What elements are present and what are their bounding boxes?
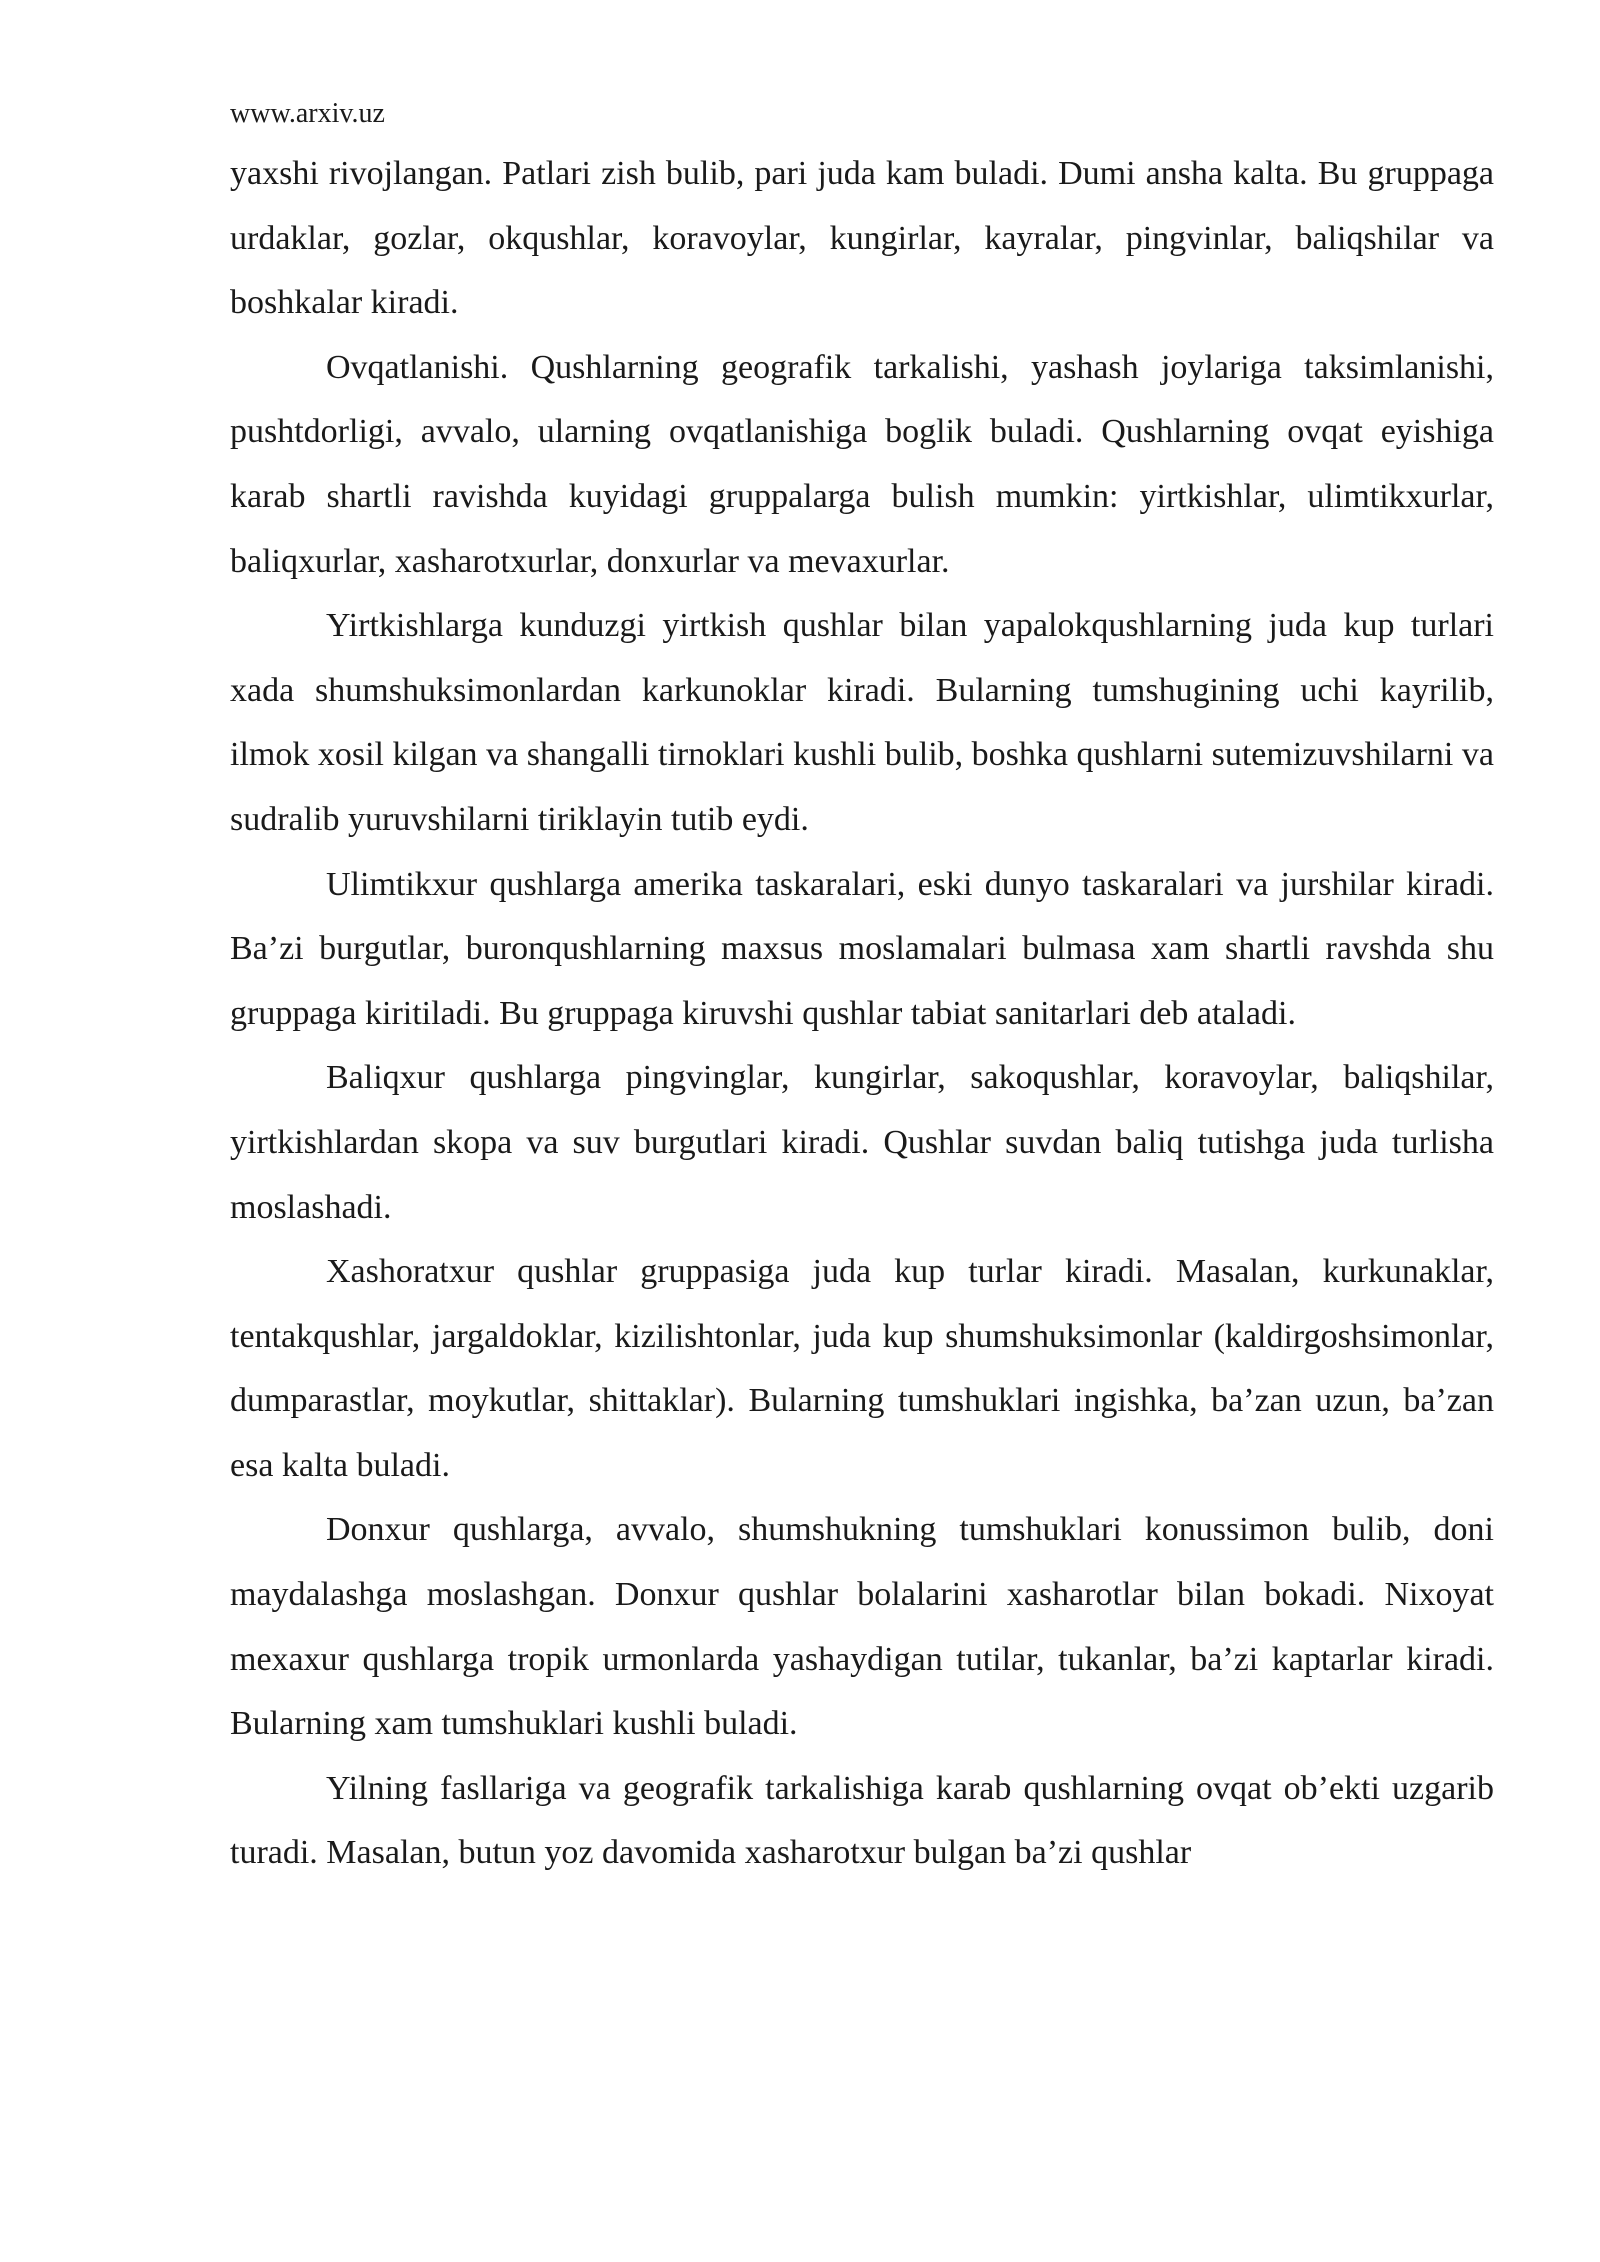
paragraph-xashoratxur: Xashoratxur qushlar gruppasiga juda kup turlar kiradi. Masalan, kurkunaklar, tentakqushlar, jargaldoklar, kizilishtonlar, juda kup shumshuksimonlar (kaldirgoshsimonlar, dumparastlar, moykutlar, shittaklar). Bularning tumshuklari ingishka, ba’zan uzun, ba’zan esa kalta buladi. — [230, 1253, 1494, 1484]
body-text — [230, 142, 1494, 1886]
paragraph-yilning-fasllari: Yilning fasllariga va geografik tarkalishiga karab qushlarning ovqat ob’ekti uzgarib turadi. Masalan, butun yoz davomida xasharotxur bulgan ba’zi qushlar — [230, 1769, 1494, 1872]
paragraph-baliqxur: Baliqxur qushlarga pingvinglar, kungirlar, sakoqushlar, koravoylar, baliqshilar, yirtkishlardan skopa va suv burgutlari kiradi. Qushlar suvdan baliq tutishga juda turlisha moslashadi. — [230, 1059, 1494, 1226]
paragraph-ulimtikxur: Ulimtikxur qushlarga amerika taskaralari, eski dunyo taskaralari va jurshilar kiradi. Ba’zi burgutlar, buronqushlarning maxsus moslamalari bulmasa xam shartli ravshda shu gruppaga kiritiladi. Bu gruppaga kiruvshi qushlar tabiat sanitarlari deb ataladi. — [230, 865, 1494, 1032]
source-url: www.arxiv.uz — [230, 98, 385, 129]
paragraph-donxur: Donxur qushlarga, avvalo, shumshukning tumshuklari konussimon bulib, doni maydalashga moslashgan. Donxur qushlar bolalarini xasharotlar bilan bokadi. Nixoyat mexaxur qushlarga tropik urmonlarda yashaydigan tutilar, tukanlar, ba’zi kaptarlar kiradi. Bularning xam tumshuklari kushli buladi. — [230, 1511, 1494, 1743]
paragraph-yirtkishlar: Yirtkishlarga kunduzgi yirtkish qushlar bilan yapalokqushlarning juda kup turlari xada shumshuksimonlardan karkunoklar kiradi. Bularning tumshugining uchi kayrilib, ilmok xosil kilgan va shangalli tirnoklari kushli bulib, boshka qushlarni sutemizuvshilarni va sudralib yuruvshilarni tiriklayin tutib eydi. — [230, 607, 1494, 838]
paragraph-continuation: yaxshi rivojlangan. Patlari zish bulib, pari juda kam buladi. Dumi ansha kalta. Bu gruppaga urdaklar, gozlar, okqushlar, koravoylar, kungirlar, kayralar, pingvinlar, baliqshilar va boshkalar kiradi. — [230, 155, 1494, 322]
paragraph-ovqatlanishi: Ovqatlanishi. Qushlarning geografik tarkalishi, yashash joylariga taksimlanishi, pushtdorligi, avvalo, ularning ovqatlanishiga boglik buladi. Qushlarning ovqat eyishiga karab shartli ravishda kuyidagi gruppalarga bulish mumkin: yirtkishlar, ulimtikxurlar, baliqxurlar, xasharotxurlar, donxurlar va mevaxurlar. — [230, 348, 1494, 580]
